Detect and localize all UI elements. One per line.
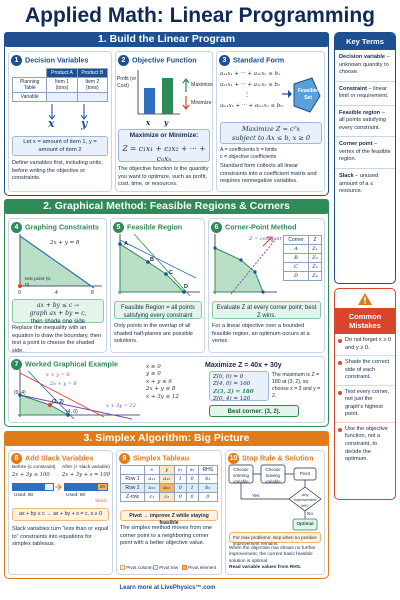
section-1-header: 1. Build the Linear Program xyxy=(4,32,329,47)
z-constant-label: Z = constant xyxy=(249,236,282,242)
stop-rule-box: For max problems: stop when no positive improvement remains. xyxy=(229,532,321,543)
constraint-item: x + 3y ≤ 12 xyxy=(146,393,179,400)
mistake-item: Do not forget x ≥ 0 and y ≥ 0. xyxy=(335,334,395,356)
maximize-label: Maximize xyxy=(191,82,213,88)
key-term-name: Decision variable xyxy=(339,54,386,60)
objective-example: Maximize Z = 40x + 30y xyxy=(205,362,282,369)
objective-box-title: Maximize or Minimize: xyxy=(129,132,199,139)
after-bar xyxy=(64,483,108,491)
flow-choose-entering: Choose entering variable xyxy=(233,467,249,484)
card-10-label: Stop Rule & Solution xyxy=(242,453,314,463)
tableau-header: s₂ xyxy=(186,466,198,475)
footer-link[interactable]: Learn more at LivePhysics™.com xyxy=(119,585,216,591)
tableau-header xyxy=(121,466,145,475)
tableau-cell: 0 xyxy=(186,475,198,484)
tableau-cell: 0 xyxy=(174,493,186,502)
objective-formula: Z = c₁x₁ + c₂x₂ + ··· + cₙxₙ xyxy=(122,143,206,163)
var-x: x xyxy=(48,117,55,130)
tableau-cell: a₁₁ xyxy=(144,475,159,484)
card-9-label: Simplex Tableau xyxy=(133,453,190,463)
z-values-box xyxy=(209,371,269,401)
constraint-row-m: aₘ₁x₁ + ··· + aₘₙxₙ ≤ bₘ xyxy=(220,103,284,109)
vertex-c: C xyxy=(169,270,173,276)
step-number: 3 xyxy=(219,55,230,66)
used-label-after: Used: 80 xyxy=(66,493,86,498)
card-2-title xyxy=(118,55,197,66)
slack-value: 20 xyxy=(98,484,107,490)
line-2x-plus-y: 2x + y = 8 xyxy=(50,381,77,387)
tableau-cell: 0 xyxy=(198,493,217,502)
z-value: Z(0, 4) = 120 xyxy=(213,396,251,403)
card-8-title xyxy=(11,453,93,464)
card-3-label: Standard Form xyxy=(233,55,285,65)
tableau xyxy=(120,465,218,502)
legend-label: Pivot column xyxy=(126,565,153,570)
card-7-label: Worked Graphical Example xyxy=(25,359,118,369)
constraint-row-2: a₂₁x₁ + ··· + a₂ₙxₙ ≤ b₂ xyxy=(220,82,281,88)
key-term-def: – all points satisfying every constraint. xyxy=(339,109,386,131)
feasible-set-label: Feasible Set xyxy=(297,88,318,101)
card-6-label: Corner-Point Method xyxy=(225,222,297,232)
step-number: 8 xyxy=(11,453,22,464)
mistake-item: Use the objective function, not a constraint, to decide the optimum. xyxy=(335,423,395,467)
corner-cell: D xyxy=(284,272,309,281)
tableau-cell: 1 xyxy=(174,475,186,484)
tableau-cell: 0 xyxy=(186,493,198,502)
section-3-header: 3. Simplex Algorithm: Big Picture xyxy=(4,431,329,446)
key-term xyxy=(335,137,395,169)
z-cell: Z₂ xyxy=(309,254,322,263)
standard-form-max: Maximize Z = cᵀx xyxy=(242,125,300,133)
card-4-label: Graphing Constraints xyxy=(25,222,99,232)
warning-icon xyxy=(357,292,373,306)
used-label-before: Used: 80 xyxy=(14,493,34,498)
card-9-note: The simplex method moves from one corner point to a neighboring corner point with a better objective value. xyxy=(120,525,213,547)
mistake-item: Test every corner, not just the graph's highest point. xyxy=(335,386,395,423)
line-x-plus-3y: x + 3y = 12 xyxy=(106,403,136,409)
var-y: y xyxy=(81,117,88,130)
common-mistakes-title: Common Mistakes xyxy=(335,308,395,334)
tableau-row-label: Row 2 xyxy=(121,484,145,493)
flow-decision: Any improvement left? xyxy=(293,492,317,508)
best-corner-box: Best corner: (3, 2). xyxy=(209,405,299,417)
card-6-note: For a linear objective over a bounded feasible region, an optimum occurs at a vertex. xyxy=(212,323,310,345)
corner-cell: B xyxy=(284,254,309,263)
step-number: 10 xyxy=(229,455,238,462)
card-8-label: Add Slack Variables xyxy=(25,453,94,463)
tableau-cell: c₂ xyxy=(159,493,174,502)
flow-pivot: Pivot xyxy=(299,471,311,476)
vertical-ellipsis: ⋮ xyxy=(244,92,250,98)
item-2-cell: Item 2 (tons) xyxy=(77,78,107,93)
axis-x-label: x xyxy=(146,118,151,127)
product-a-header: Product A xyxy=(47,69,77,78)
legend-label: Pivot row xyxy=(159,565,179,570)
point-4-0: (4, 0) xyxy=(66,409,78,415)
card-9-title xyxy=(119,453,189,464)
legend-pivot-column xyxy=(120,565,153,571)
tableau-row-label: Row 1 xyxy=(121,475,145,484)
tableau-row-label: Z-row xyxy=(121,493,145,502)
tableau-cell: c₁ xyxy=(144,493,159,502)
step-number: 1 xyxy=(11,55,22,66)
standard-form-subject: subject to Ax ≤ b, x ≥ 0 xyxy=(231,133,311,142)
card-5-note: Only points in the overlap of all shaded half-planes are possible solutions. xyxy=(114,323,193,345)
after-label: After (+ slack variable) xyxy=(62,465,110,470)
planning-table-label: Planning Table xyxy=(13,78,47,93)
axis-y-label: y xyxy=(164,118,169,127)
constraint-list xyxy=(146,364,196,401)
tableau-cell: 0 xyxy=(174,484,186,493)
key-terms-title: Key Terms xyxy=(335,33,395,50)
z-value-best: Z(3, 2) = 180 xyxy=(213,388,254,395)
tableau-cell: 1 xyxy=(186,484,198,493)
arrow-right-icon xyxy=(55,483,63,491)
key-terms-panel xyxy=(334,32,396,284)
flow-yes: Yes xyxy=(252,493,260,498)
tick-0: 0 xyxy=(18,290,21,296)
legend-label: Pivot element xyxy=(188,565,217,570)
card-2-note: The objective function is the quantity you want to optimize, such as profit, cost, time, or resources. xyxy=(118,166,209,188)
point-3-2: (3, 2) xyxy=(52,399,64,405)
constraint-item: y ≥ 0 xyxy=(146,371,161,378)
objective-box xyxy=(118,129,210,162)
test-point-label: test point (0, 0) xyxy=(25,277,52,289)
graphing-box-line-3: then shade one side xyxy=(30,319,86,326)
flow-optimal: Optimal xyxy=(296,521,314,526)
before-label: Before (≤ constraint) xyxy=(12,465,56,470)
tableau-header: y xyxy=(159,466,174,475)
standard-form-def-2: c = objective coefficients xyxy=(220,154,277,160)
profit-label: Profit (or Cost) xyxy=(117,76,137,89)
card-10-note: When the objective row shows no further improvement, the current basic feasible solution is optimal. xyxy=(229,546,316,564)
slack-formula: ax + by ≤ c → ax + by + s = c, s ≥ 0 xyxy=(12,508,109,521)
tableau-header: x xyxy=(144,466,159,475)
corner-table xyxy=(283,235,322,281)
key-term xyxy=(335,50,395,82)
vertex-d: D xyxy=(184,284,188,290)
key-term-def: – unknown quantity to choose. xyxy=(339,54,390,76)
vertex-a: A xyxy=(124,241,128,247)
step-number: 2 xyxy=(118,55,129,66)
item-1-cell: Item 1 (tons) xyxy=(47,78,77,93)
corner-cell: C xyxy=(284,263,309,272)
flow-choose-leaving: Choose leaving variable xyxy=(265,467,281,484)
key-term-name: Corner point xyxy=(339,141,373,148)
pivot-note: Pivot → improve Z while staying feasible xyxy=(120,510,218,521)
card-3-note: Standard form collects all linear constraints into a coefficient matrix and requires nonnegative variables. xyxy=(220,163,317,185)
key-term xyxy=(335,169,395,200)
step-number: 4 xyxy=(11,222,22,233)
z-table-header: Z xyxy=(309,236,322,245)
objective-bar-chart xyxy=(136,70,182,118)
key-term-name: Constraint xyxy=(339,85,367,92)
graphing-box-line-2: graph ax + by = c, xyxy=(29,310,87,318)
constraint-item: 2x + y ≤ 8 xyxy=(146,386,176,393)
z-value: Z(4, 0) = 160 xyxy=(213,381,251,388)
key-term-def: – unused amount of a ≤ resource. xyxy=(339,173,379,195)
key-term-def: – linear limit or requirement. xyxy=(339,85,389,100)
common-mistakes-panel xyxy=(334,288,396,500)
tableau-header: s₁ xyxy=(174,466,186,475)
step-number: 7 xyxy=(11,359,22,370)
tick-4: 4 xyxy=(55,290,58,296)
key-term xyxy=(335,106,395,138)
constraint-item: x + y ≤ 6 xyxy=(146,378,172,385)
vertex-b: B xyxy=(150,257,154,263)
worked-conclusion: The maximum is Z = 180 at (3, 2), so choose x = 3 and y = 2. xyxy=(272,372,321,400)
slack-label: Slack xyxy=(95,499,107,504)
legend-pivot-element xyxy=(182,565,216,571)
card-10-note-rhs: Read variable values from RHS. xyxy=(229,565,302,570)
card-4-note: Replace the inequality with an equation to draw the boundary, then test a point to choose the shaded side. xyxy=(12,325,102,354)
card-2-label: Objective Function xyxy=(132,55,197,65)
z-cell: Z₄ xyxy=(309,272,322,281)
tableau-cell: a₂₁ xyxy=(144,484,159,493)
flow-no: No xyxy=(307,511,313,516)
standard-form-box xyxy=(220,122,322,144)
legend-pivot-row xyxy=(153,565,178,571)
before-equation: 2x + 3y ≤ 100 xyxy=(12,472,50,478)
tableau-cell: b₁ xyxy=(198,475,217,484)
line-x-plus-y: x + y = 6 xyxy=(46,372,70,378)
key-term-def: – vertex of the feasible region. xyxy=(339,141,391,163)
step-number: 6 xyxy=(211,222,222,233)
card-1-title xyxy=(11,55,89,66)
card-8-note: Slack variables turn “less than or equal to” constraints into equations for simplex tableaus. xyxy=(12,526,109,548)
max-min-arrows xyxy=(181,78,191,110)
z-cell: Z₁ xyxy=(309,245,322,254)
card-1-label: Decision Variables xyxy=(25,55,89,65)
corner-cell: A xyxy=(284,245,309,254)
pivot-element: a₂₂ xyxy=(159,484,174,493)
before-bar xyxy=(12,483,54,491)
corner-table-header: Corner xyxy=(284,236,309,245)
constraint-row-1: a₁₁x₁ + ··· + a₁ₙxₙ ≤ b₁ xyxy=(220,71,281,77)
tableau-cell: b₂ xyxy=(198,484,217,493)
minimize-label: Minimize xyxy=(191,100,212,106)
tableau-cell: a₁₂ xyxy=(159,475,174,484)
card-5-label: Feasible Region xyxy=(127,222,183,232)
tableau-header: RHS xyxy=(198,466,217,475)
page-title: Applied Math: Linear Programming xyxy=(24,4,376,27)
tick-8: 8 xyxy=(91,290,94,296)
planning-table xyxy=(12,68,108,102)
variable-label: Variable xyxy=(13,93,47,102)
graphing-box-line-1: ax + by ≤ c → xyxy=(36,302,80,309)
feasible-region-box: Feasible Region = all points satisfying every constraint xyxy=(114,301,202,319)
constraint-line-label: 2x + y = 8 xyxy=(50,240,80,246)
corner-point-box: Evaluate Z at every corner point; best Z wins. xyxy=(212,301,321,319)
section-2-header: 2. Graphical Method: Feasible Regions & Corners xyxy=(4,199,329,214)
graphing-box xyxy=(12,299,104,326)
key-term-name: Slack xyxy=(339,173,354,180)
mistake-item: Shade the correct side of each constraint. xyxy=(335,356,395,386)
key-term-name: Feasible region xyxy=(339,109,381,116)
z-value: Z(0, 0) = 0 xyxy=(213,374,244,380)
key-term xyxy=(335,82,395,106)
card-1-note: Define variables first, including units, before writing the objective or constraints. xyxy=(12,160,103,182)
standard-form-def-1: A = coefficients b = limits xyxy=(220,147,277,153)
product-b-header: Product B xyxy=(77,69,107,78)
card-3-title xyxy=(219,55,284,66)
constraint-item: x ≥ 0 xyxy=(146,364,161,370)
after-equation: 2x + 3y + s = 100 xyxy=(62,472,110,478)
variable-definition: Let x = amount of item 1, y = amount of item 2 xyxy=(12,136,108,156)
step-number: 9 xyxy=(119,453,130,464)
step-number: 5 xyxy=(113,222,124,233)
z-cell: Z₃ xyxy=(309,263,322,272)
point-0-4: (0, 4) xyxy=(14,390,26,396)
